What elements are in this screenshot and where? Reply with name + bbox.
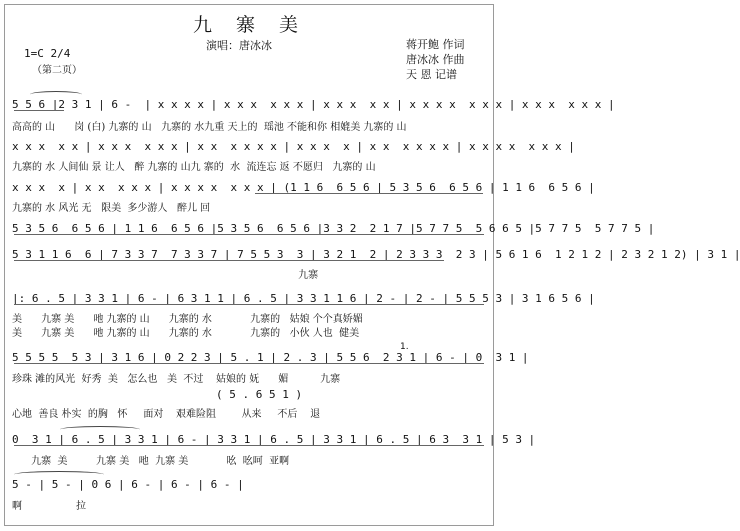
system-6-lyrics-verse-1: 美 九寨 美 吔 九寨的 山 九寨的 水 九寨的 姑娘 个个真娇媚 [12,314,363,325]
system-2-lyrics: 九寨的 水 人间仙 景 让人 醉 九寨的 山九 寨的 水 流连忘 返 不愿归 九寨的 山 [12,162,376,173]
beam-line [14,234,484,235]
key-signature: 1=C 2/4 [24,47,71,60]
system-1-lyrics: 高高的 山 岗 (白) 九寨的 山 九寨的 水九重 天上的 瑶池 不能和你 相媲美 九寨的 山 [12,122,407,133]
beam-line [14,304,484,305]
system-6-notes: |: 6 . 5 | 3 3 1 | 6 - | 6 3 1 1 | 6 . 5 | 3 3 1 1 6 | 2 - | 2 - | 5 5 5 3 | 3 1 6 5 6 | [12,292,595,305]
system-10-lyrics: 啊 拉 [12,501,87,512]
page-indicator: （第二页） [32,65,82,76]
tie-mark [14,471,104,478]
beam-line [255,193,483,194]
singer-credit: 演唱：唐冰冰 [206,39,272,52]
system-9-lyrics: 九寨 美 九寨 美 吔 九寨 美 吆 吆呵 亚啊 [12,456,290,467]
system-7-notes: 5 5 5 5 5 3 | 3 1 6 | 0 2 2 3 | 5 . 1 | 2 . 3 | 5 5 6 2 3 1 | 6 - | 0 3 1 | [12,351,529,364]
volta-bracket: 1. [400,342,409,352]
system-10-notes: 5 - | 5 - | 0 6 | 6 - | 6 - | 6 - | [12,478,244,491]
system-5-notes: 5 3 1 1 6 6 | 7 3 3 7 7 3 3 7 | 7 5 5 3 3 | 3 2 1 2 | 2 3 3 3 2 3 | 5 6 1 6 1 2 1 2 | 2 3 2 1 2) | 3 1 | [12,248,740,261]
score-sheet [4,4,740,526]
system-9-notes: 0 3 1 | 6 . 5 | 3 3 1 | 6 - | 3 3 1 | 6 . 5 | 3 3 1 | 6 . 5 | 6 3 3 1 | 5 3 | [12,433,536,446]
beam-line [14,445,484,446]
system-6-lyrics-verse-2: 美 九寨 美 吔 九寨的 山 九寨的 水 九寨的 小伙 人也 健美 [12,328,360,339]
system-7-lyrics: 珍珠 滩的风光 好秀 美 怎么也 美 不过 姑娘的 妩 媚 九寨 [12,374,341,385]
system-5-lyrics: 九寨 [12,270,319,281]
song-title: 九 寨 美 [192,14,308,36]
system-2-notes: x x x x x | x x x x x x | x x x x x x | x x x x | x x x x x x | x x x x x x x | [12,140,575,153]
beam-line [14,260,444,261]
tie-mark [30,91,82,98]
transcriber-credit: 天 恩 记谱 [406,68,457,81]
system-3-lyrics: 九寨的 水 风光 无 限美 多少游人 醉儿 回 [12,203,211,214]
system-4-notes: 5 3 5 6 6 5 6 | 1 1 6 6 5 6 |5 3 5 6 6 5 6 |3 3 2 2 1 7 |5 7 7 5 5 6 6 5 |5 7 7 5 5 7 7 5 | [12,222,655,235]
beam-line [14,110,64,111]
lyricist-credit: 蒋开鲍 作词 [406,38,465,51]
tie-mark [60,426,140,433]
beam-line [14,363,484,364]
system-8-notes: ( 5 . 6 5 1 ) [216,388,303,401]
system-8-lyrics: 心地 善良 朴实 的胸 怀 面对 艰难险阻 从来 不后 退 [12,409,321,420]
system-3-notes: x x x x | x x x x x | x x x x x x x | (1 1 6 6 5 6 | 5 3 5 6 6 5 6 | 1 1 6 6 5 6 | [12,181,595,194]
composer-credit: 唐冰冰 作曲 [406,53,465,66]
system-1-notes: 5 5 6 |2 3 1 | 6 - | x x x x | x x x x x x | x x x x x | x x x x x x x | x x x x x x | [12,98,615,111]
